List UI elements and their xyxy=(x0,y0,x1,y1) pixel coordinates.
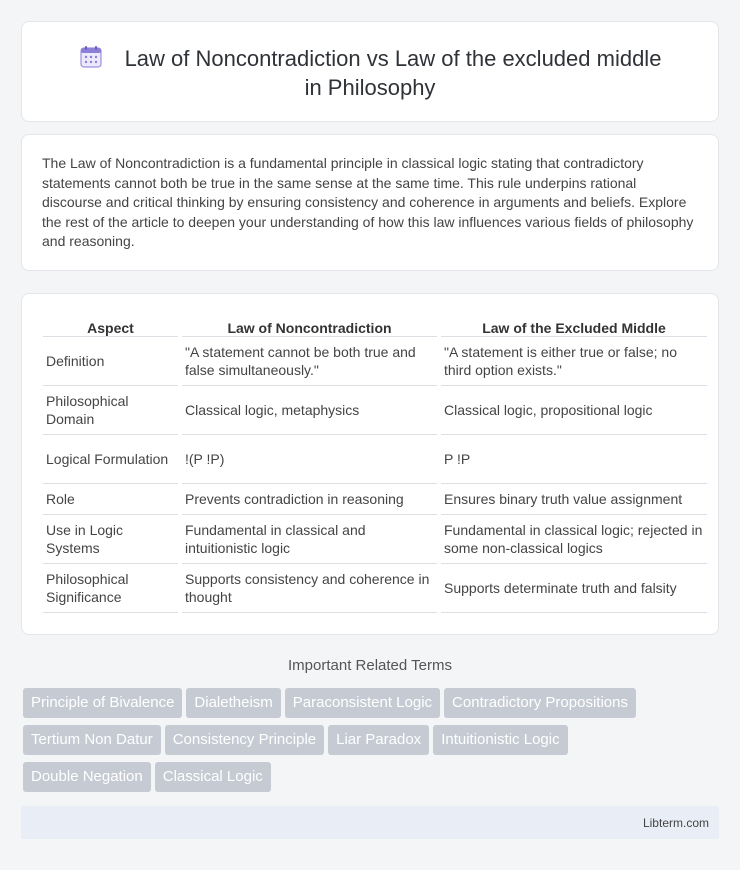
term-tag-liar-paradox[interactable]: Liar Paradox xyxy=(328,725,429,755)
table-row xyxy=(43,515,707,564)
cell-noncontradiction: Prevents contradiction in reasoning xyxy=(182,484,437,515)
cell-aspect: Logical Formulation xyxy=(43,435,178,484)
header-excluded-middle: Law of the Excluded Middle xyxy=(441,316,707,337)
table-row xyxy=(43,386,707,435)
header-aspect: Aspect xyxy=(43,316,178,337)
term-tag-contradictory-propositions[interactable]: Contradictory Propositions xyxy=(444,688,636,718)
cell-aspect: Role xyxy=(43,484,178,515)
footer-site-link[interactable]: Libterm.com xyxy=(642,816,709,830)
cell-noncontradiction: Classical logic, metaphysics xyxy=(182,386,437,435)
page-title xyxy=(22,44,718,102)
table-row xyxy=(43,435,707,484)
related-terms-list xyxy=(23,688,723,799)
header-noncontradiction: Law of Noncontradiction xyxy=(182,316,437,337)
term-tag-principle-of-bivalence[interactable]: Principle of Bivalence xyxy=(23,688,182,718)
term-tag-double-negation[interactable]: Double Negation xyxy=(23,762,151,792)
cell-aspect: Philosophical Significance xyxy=(43,564,178,613)
footer xyxy=(21,806,719,839)
related-terms-heading: Important Related Terms xyxy=(288,657,452,674)
cell-excluded-middle: P !P xyxy=(441,435,707,484)
cell-noncontradiction: !(P !P) xyxy=(182,435,437,484)
cell-aspect: Philosophical Domain xyxy=(43,386,178,435)
term-tag-paraconsistent-logic[interactable]: Paraconsistent Logic xyxy=(285,688,440,718)
comparison-card xyxy=(21,293,719,635)
intro-card xyxy=(21,134,719,271)
title-line-2: in Philosophy xyxy=(304,75,436,100)
term-tag-tertium-non-datur[interactable]: Tertium Non Datur xyxy=(23,725,161,755)
cell-excluded-middle: "A statement is either true or false; no third option exists." xyxy=(441,337,707,386)
cell-excluded-middle: Fundamental in classical logic; rejected in some non-classical logics xyxy=(441,515,707,564)
cell-noncontradiction: Fundamental in classical and intuitionistic logic xyxy=(182,515,437,564)
intro-text: The Law of Noncontradiction is a fundamental principle in classical logic stating that contradictory statements cannot both be true in the same sense at the same time. This rule underpins rational discourse and critical thinking by ensuring consistency and coherence in arguments and beliefs. Explore the rest of the article to deepen your understanding of how this law influences various fields of philosophy and reasoning. xyxy=(42,155,694,250)
term-tag-dialetheism[interactable]: Dialetheism xyxy=(186,688,280,718)
table-row xyxy=(43,484,707,515)
table-header-row xyxy=(43,316,707,337)
cell-aspect: Use in Logic Systems xyxy=(43,515,178,564)
title-card xyxy=(21,21,719,122)
comparison-table xyxy=(39,316,711,613)
table-row xyxy=(43,564,707,613)
cell-excluded-middle: Ensures binary truth value assignment xyxy=(441,484,707,515)
table-row xyxy=(43,337,707,386)
title-line-1: Law of Noncontradiction vs Law of the excluded middle xyxy=(124,46,662,71)
cell-aspect: Definition xyxy=(43,337,178,386)
term-tag-classical-logic[interactable]: Classical Logic xyxy=(155,762,271,792)
calendar-icon xyxy=(79,45,103,69)
cell-excluded-middle: Supports determinate truth and falsity xyxy=(441,564,707,613)
cell-excluded-middle: Classical logic, propositional logic xyxy=(441,386,707,435)
term-tag-consistency-principle[interactable]: Consistency Principle xyxy=(165,725,324,755)
cell-noncontradiction: Supports consistency and coherence in thought xyxy=(182,564,437,613)
cell-noncontradiction: "A statement cannot be both true and false simultaneously." xyxy=(182,337,437,386)
term-tag-intuitionistic-logic[interactable]: Intuitionistic Logic xyxy=(433,725,567,755)
